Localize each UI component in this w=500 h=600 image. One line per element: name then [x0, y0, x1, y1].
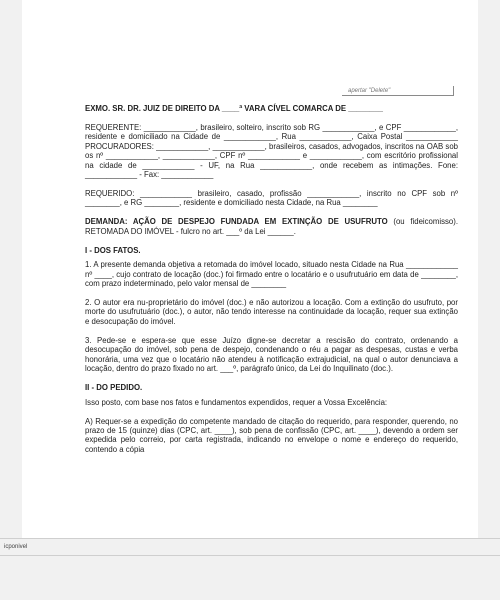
document-page	[22, 0, 478, 538]
status-bar	[0, 538, 500, 556]
section-heading-pedido: II - DO PEDIDO.	[85, 383, 143, 393]
section-heading-fatos: I - DOS FATOS.	[85, 245, 141, 255]
demanda-paragraph	[85, 217, 458, 236]
court-header: EXMO. SR. DR. JUIZ DE DIREITO DA ____ª VARA CÍVEL COMARCA DE ________	[85, 104, 383, 113]
requerente-paragraph: REQUERENTE: ____________, brasileiro, solteiro, inscrito sob RG ____________, e CPF ____________, residente e domiciliado na Cidade de ____________, Rua ____________, Caixa Postal ____________ PROCURADORES: ____________, ____________, brasileiros, casados, advogados, inscritos na OAB sob os nº ____________, ____________, CPF nº ____________ e ____________, com escritório profissional na cidade de ____________ - UF, na Rua ____________, onde recebem as intimações. Fone: ____________ - Fax: ____________	[85, 123, 458, 180]
requerido-paragraph: REQUERIDO: ____________ brasileiro, casado, profissão ____________, inscrito no CPF sob nº ________, e RG ________, residente e domiciliado nesta Cidade, na Rua ________	[85, 189, 458, 208]
fact-paragraph-1: 1. A presente demanda objetiva a retomada do imóvel locado, situado nesta Cidade na Rua ____________ nº ____, cujo contrato de locação (doc.) foi firmado entre o locatário e o usufrutuário em data de ________, com prazo indeterminado, pelo valor mensal de ________	[85, 260, 458, 289]
document-body[interactable]	[85, 104, 458, 464]
pedido-item-a: A) Requer-se a expedição do competente mandado de citação do requerido, para responder, querendo, no prazo de 15 (quinze) dias (CPC, art. ____), sob pena de confissão (CPC, art. ____), devendo a ordem ser expedida pelo correio, por carta registrada, indicando no envelope o nome e endereço do requerido, contendo a cópia	[85, 416, 458, 454]
demanda-title: DEMANDA: AÇÃO DE DESPEJO FUNDADA EM EXTINÇÃO DE USUFRUTO	[85, 217, 388, 227]
status-text: icponivel	[4, 544, 28, 550]
fact-paragraph-3: 3. Pede-se e espera-se que esse Juízo digne-se decretar a rescisão do contrato, ordenando a desocupação do imóvel, sob pena de despejo, condenando o réu a pagar as despesas, custas e verba honorária, uma vez que o locatário não atendeu à notificação extrajudicial, na qual o autor denunciava a locação, dentro do prazo fixado no art. ___º, parágrafo único, da Lei do Inquilinato (doc.).	[85, 335, 458, 374]
fact-paragraph-2: 2. O autor era nu-proprietário do imóvel (doc.) e não autorizou a locação. Com a extinção do usufruto, por morte do usufrutuário (doc.), o autor, não tendo interesse na continuidade da locação, requer sua extinção e desocupação do imóvel.	[85, 298, 458, 326]
delete-hint-box: apertar "Delete"	[342, 86, 454, 96]
pedido-intro-paragraph: Isso posto, com base nos fatos e fundamentos expendidos, requer a Vossa Excelência:	[85, 397, 388, 407]
demanda-text: (ou fideicomisso). RETOMADA DO IMÓVEL - fulcro no art. ___º da Lei ______.	[85, 217, 458, 236]
